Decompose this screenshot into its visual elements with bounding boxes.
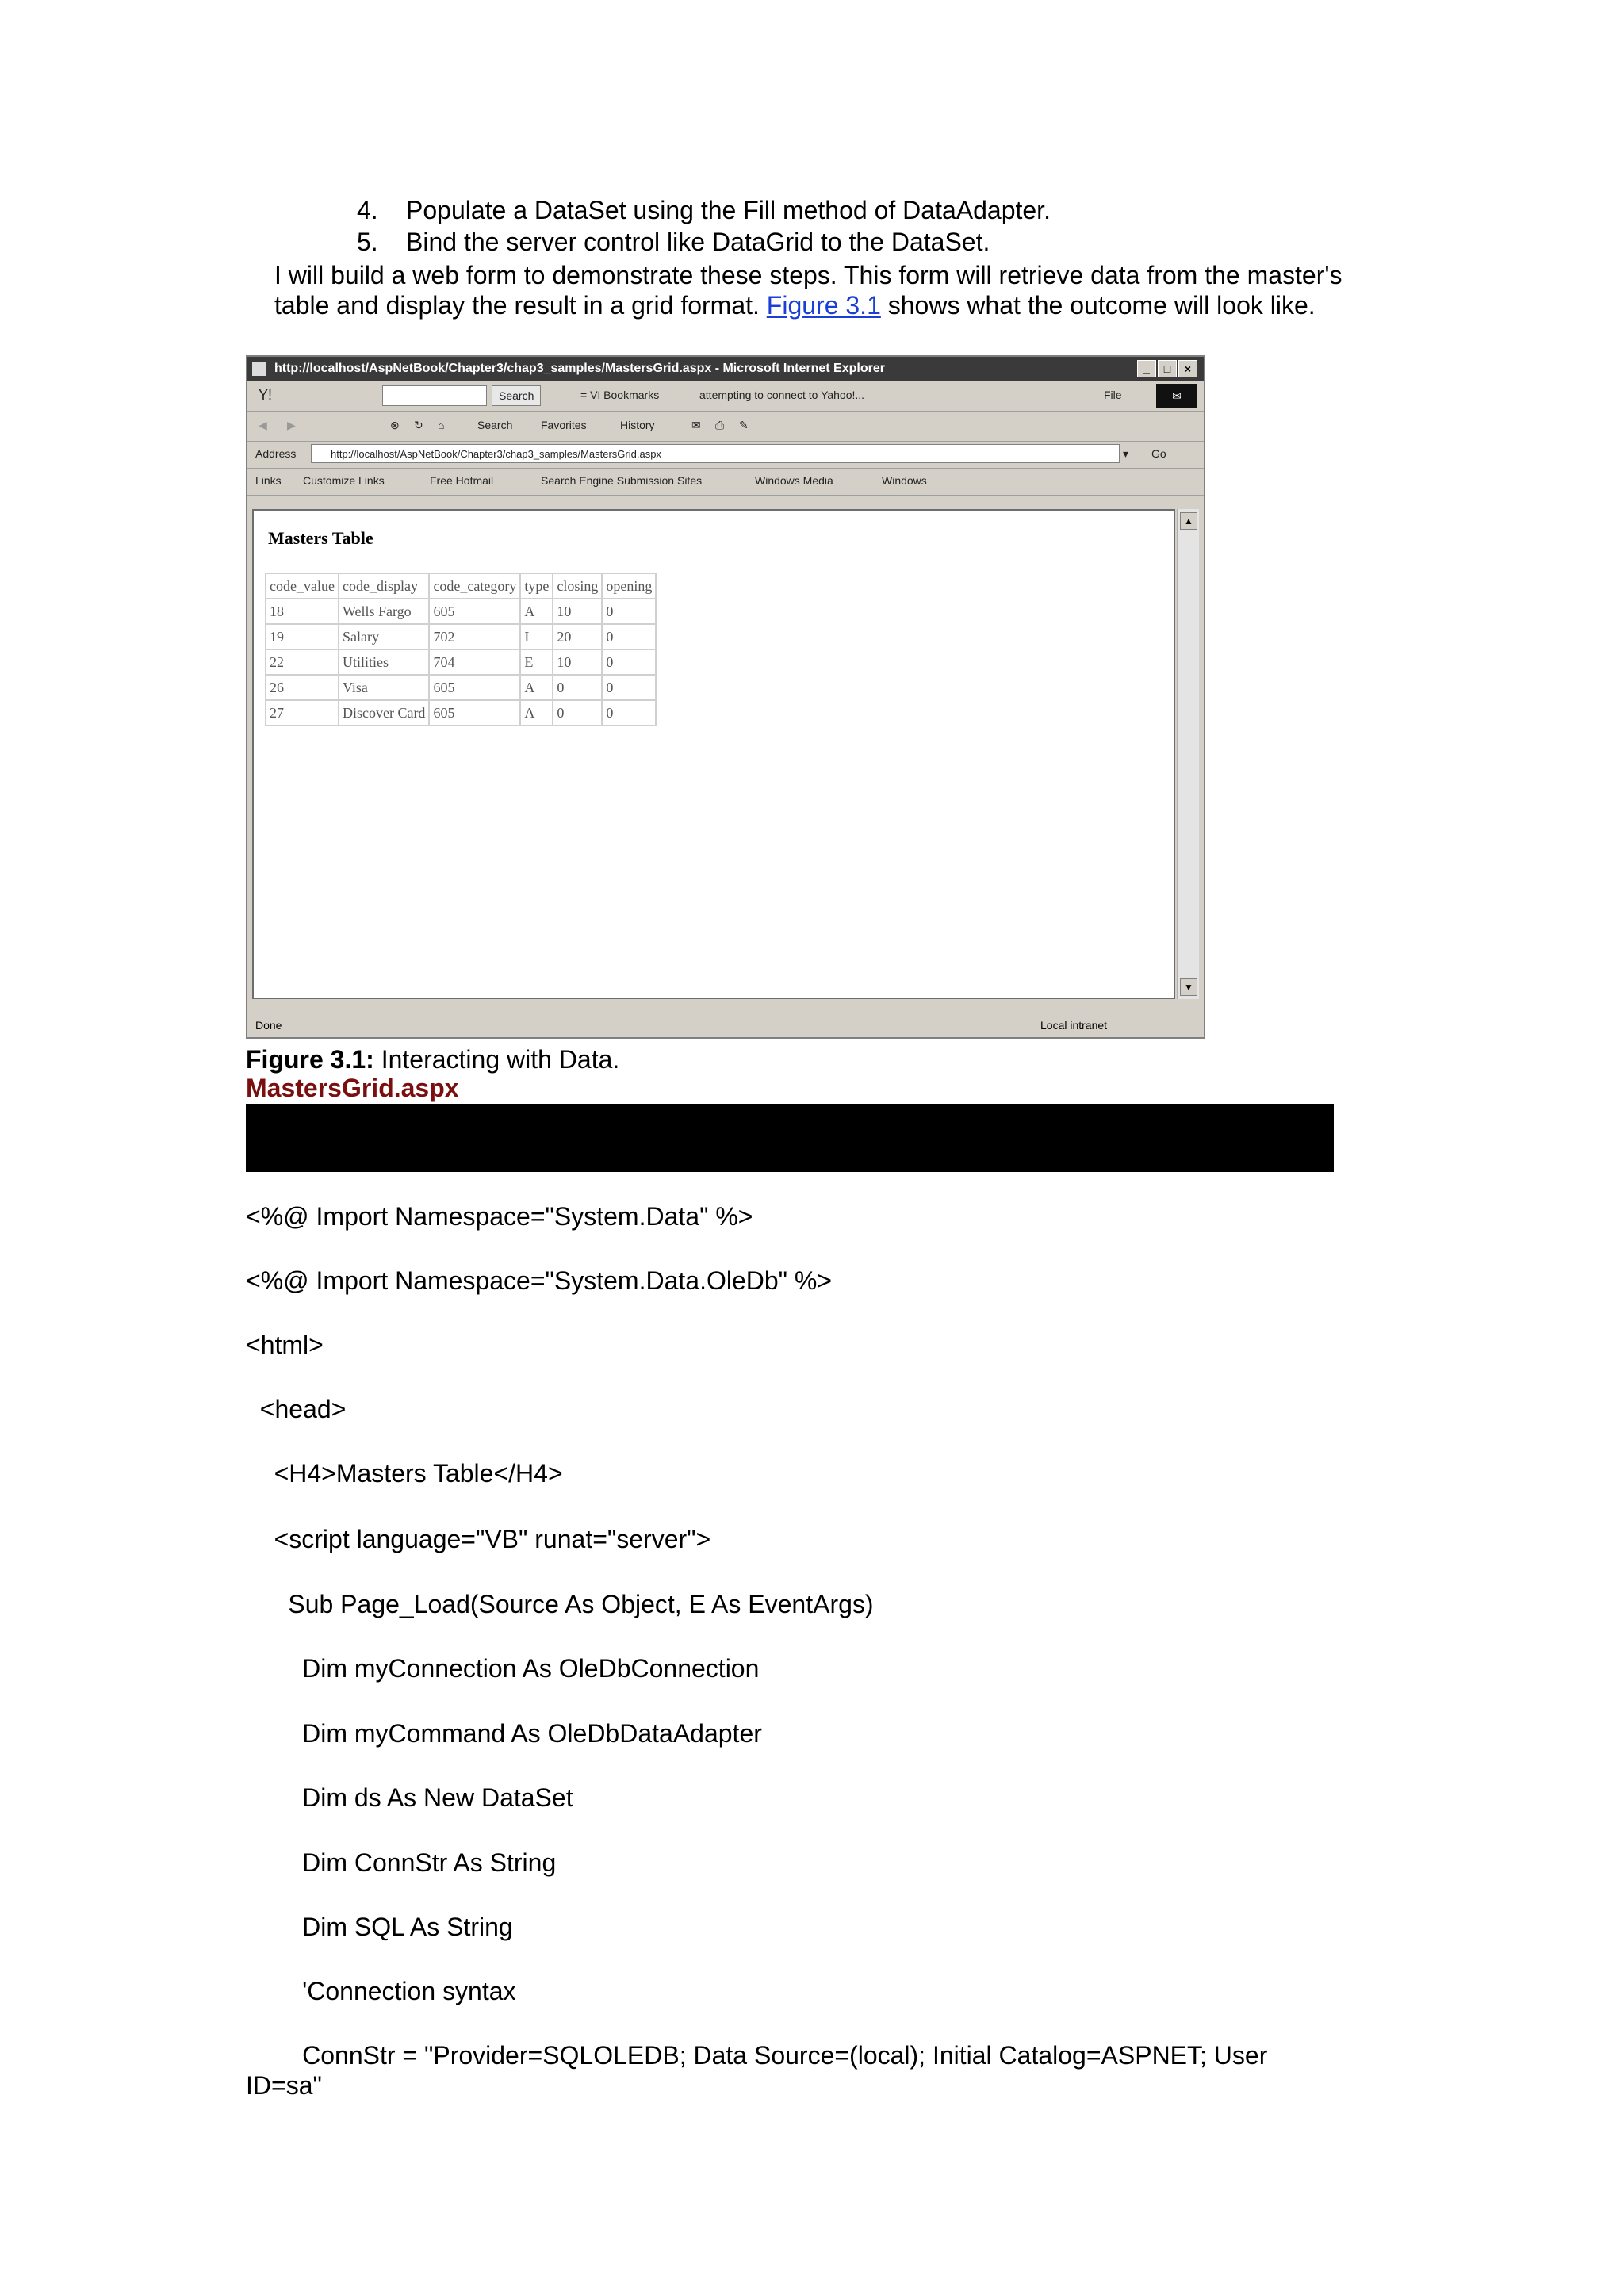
- step-item: [357, 194, 1051, 226]
- code-line: <script language="VB" runat="server">: [246, 1525, 711, 1553]
- minimize-icon[interactable]: _: [1137, 360, 1156, 377]
- table-cell: 27: [266, 700, 339, 726]
- intro-text-end: shows what the outcome will look like.: [887, 291, 1316, 320]
- toolbar-search-button[interactable]: Search: [492, 385, 541, 406]
- table-row: [266, 700, 656, 726]
- table-cell: 605: [429, 700, 520, 726]
- code-line: Dim ConnStr As String: [246, 1848, 557, 1877]
- table-header-cell: code_display: [339, 573, 429, 599]
- table-cell: 0: [602, 700, 656, 726]
- table-header-cell: type: [520, 573, 553, 599]
- table-cell: 0: [602, 624, 656, 649]
- navigation-toolbar: [247, 411, 1204, 442]
- mail-icon[interactable]: ✉: [1156, 384, 1197, 408]
- figure-link[interactable]: Figure 3.1: [766, 291, 881, 320]
- masters-table: [265, 573, 657, 726]
- mail-toolbar-icon[interactable]: ✉: [691, 419, 701, 431]
- table-cell: 22: [266, 649, 339, 675]
- yahoo-logo-icon: Y!: [259, 387, 273, 403]
- table-cell: 19: [266, 624, 339, 649]
- caption-text: Interacting with Data.: [381, 1045, 620, 1074]
- code-line: <%@ Import Namespace="System.Data.OleDb" %>: [246, 1266, 833, 1295]
- table-cell: I: [520, 624, 553, 649]
- code-line: Dim myConnection As OleDbConnection: [246, 1654, 760, 1683]
- address-bar: [247, 441, 1204, 469]
- code-line: Dim SQL As String: [246, 1913, 513, 1941]
- table-row: [266, 675, 656, 700]
- toolbar-search-input[interactable]: [382, 385, 487, 406]
- table-header-cell: closing: [553, 573, 602, 599]
- address-label: Address: [255, 447, 297, 460]
- table-cell: 0: [553, 700, 602, 726]
- links-item[interactable]: Search Engine Submission Sites: [541, 474, 703, 487]
- table-cell: A: [520, 675, 553, 700]
- table-cell: 20: [553, 624, 602, 649]
- table-header-cell: code_value: [266, 573, 339, 599]
- refresh-icon[interactable]: ↻: [414, 419, 423, 431]
- table-cell: Discover Card: [339, 700, 429, 726]
- window-title: http://localhost/AspNetBook/Chapter3/chap3_samples/MastersGrid.aspx - Microsoft Internet Explorer: [274, 362, 885, 375]
- scroll-down-icon[interactable]: ▼: [1180, 978, 1197, 996]
- scroll-up-icon[interactable]: ▲: [1180, 512, 1197, 530]
- code-line: <html>: [246, 1331, 324, 1359]
- ie-icon: [252, 362, 266, 376]
- code-line: <head>: [246, 1395, 347, 1423]
- table-cell: Utilities: [339, 649, 429, 675]
- links-item[interactable]: Windows Media: [755, 474, 833, 487]
- figure-caption: [246, 1045, 619, 1074]
- table-cell: 605: [429, 675, 520, 700]
- code-line: ID=sa": [246, 2071, 322, 2100]
- table-cell: A: [520, 599, 553, 624]
- table-cell: 0: [553, 675, 602, 700]
- table-cell: 702: [429, 624, 520, 649]
- table-cell: 10: [553, 599, 602, 624]
- page-content: [252, 509, 1175, 999]
- caption-label: Figure 3.1:: [246, 1045, 374, 1074]
- table-header-row: [266, 573, 656, 599]
- links-item[interactable]: Windows: [882, 474, 927, 487]
- code-header-bar: [246, 1104, 1334, 1172]
- table-cell: 704: [429, 649, 520, 675]
- intro-text: I will build a web form to demonstrate these steps. This form will retrieve data from the master's table and display the result in a grid format.: [274, 261, 1342, 320]
- stop-icon[interactable]: ⊗: [390, 419, 400, 431]
- table-row: [266, 624, 656, 649]
- links-item[interactable]: Free Hotmail: [430, 474, 494, 487]
- table-cell: 26: [266, 675, 339, 700]
- links-item[interactable]: Customize Links: [303, 474, 385, 487]
- table-cell: 605: [429, 599, 520, 624]
- links-bar: [247, 468, 1204, 496]
- maximize-icon[interactable]: □: [1158, 360, 1177, 377]
- table-cell: 18: [266, 599, 339, 624]
- step-text: Populate a DataSet using the Fill method of DataAdapter.: [406, 196, 1051, 224]
- connecting-status: attempting to connect to Yahoo!...: [699, 389, 865, 401]
- table-cell: A: [520, 700, 553, 726]
- step-number: 4.: [357, 196, 378, 224]
- code-line: Dim ds As New DataSet: [246, 1783, 573, 1812]
- status-done: Done: [255, 1019, 282, 1032]
- table-row: [266, 649, 656, 675]
- go-button[interactable]: Go: [1151, 447, 1166, 460]
- window-titlebar: [247, 357, 1204, 381]
- code-line: 'Connection syntax: [246, 1977, 516, 2005]
- numbered-steps: [357, 194, 1051, 258]
- table-cell: 0: [602, 599, 656, 624]
- back-icon[interactable]: ◀: [259, 419, 267, 431]
- address-dropdown-icon[interactable]: ▾: [1123, 447, 1129, 460]
- intro-paragraph: [274, 260, 1369, 320]
- code-line: <%@ Import Namespace="System.Data" %>: [246, 1202, 753, 1231]
- file-menu[interactable]: File: [1104, 389, 1122, 401]
- edit-icon[interactable]: ✎: [739, 419, 749, 431]
- print-icon[interactable]: ⎙: [715, 419, 725, 431]
- history-button[interactable]: History: [620, 419, 655, 431]
- status-zone: Local intranet: [1040, 1019, 1108, 1032]
- table-cell: Wells Fargo: [339, 599, 429, 624]
- table-cell: Visa: [339, 675, 429, 700]
- code-line: <H4>Masters Table</H4>: [246, 1459, 563, 1488]
- code-line: ConnStr = "Provider=SQLOLEDB; Data Source=(local); Initial Catalog=ASPNET; User: [246, 2041, 1268, 2070]
- nav-search-button[interactable]: Search: [477, 419, 513, 431]
- step-text: Bind the server control like DataGrid to the DataSet.: [406, 228, 990, 256]
- table-header-cell: opening: [602, 573, 656, 599]
- step-number: 5.: [357, 228, 378, 256]
- step-item: [357, 226, 1051, 258]
- code-line: Sub Page_Load(Source As Object, E As EventArgs): [246, 1590, 874, 1618]
- yahoo-toolbar: [247, 381, 1204, 412]
- table-cell: E: [520, 649, 553, 675]
- address-input[interactable]: http://localhost/AspNetBook/Chapter3/chap3_samples/MastersGrid.aspx: [311, 444, 1120, 463]
- links-label: Links: [255, 474, 282, 487]
- table-cell: 0: [602, 675, 656, 700]
- home-icon[interactable]: ⌂: [438, 419, 445, 431]
- table-cell: Salary: [339, 624, 429, 649]
- vertical-scrollbar[interactable]: [1177, 509, 1199, 999]
- forward-icon[interactable]: ▶: [287, 419, 296, 431]
- code-filename: MastersGrid.aspx: [246, 1074, 459, 1102]
- close-icon[interactable]: ×: [1178, 360, 1197, 377]
- browser-screenshot: [246, 355, 1205, 1039]
- favorites-button[interactable]: Favorites: [541, 419, 587, 431]
- table-row: [266, 599, 656, 624]
- table-cell: 10: [553, 649, 602, 675]
- table-header-cell: code_category: [429, 573, 520, 599]
- status-bar: [247, 1013, 1204, 1037]
- table-cell: 0: [602, 649, 656, 675]
- code-line: Dim myCommand As OleDbDataAdapter: [246, 1719, 762, 1748]
- bookmarks-link[interactable]: = VI Bookmarks: [580, 389, 660, 401]
- page-heading: Masters Table: [268, 528, 373, 548]
